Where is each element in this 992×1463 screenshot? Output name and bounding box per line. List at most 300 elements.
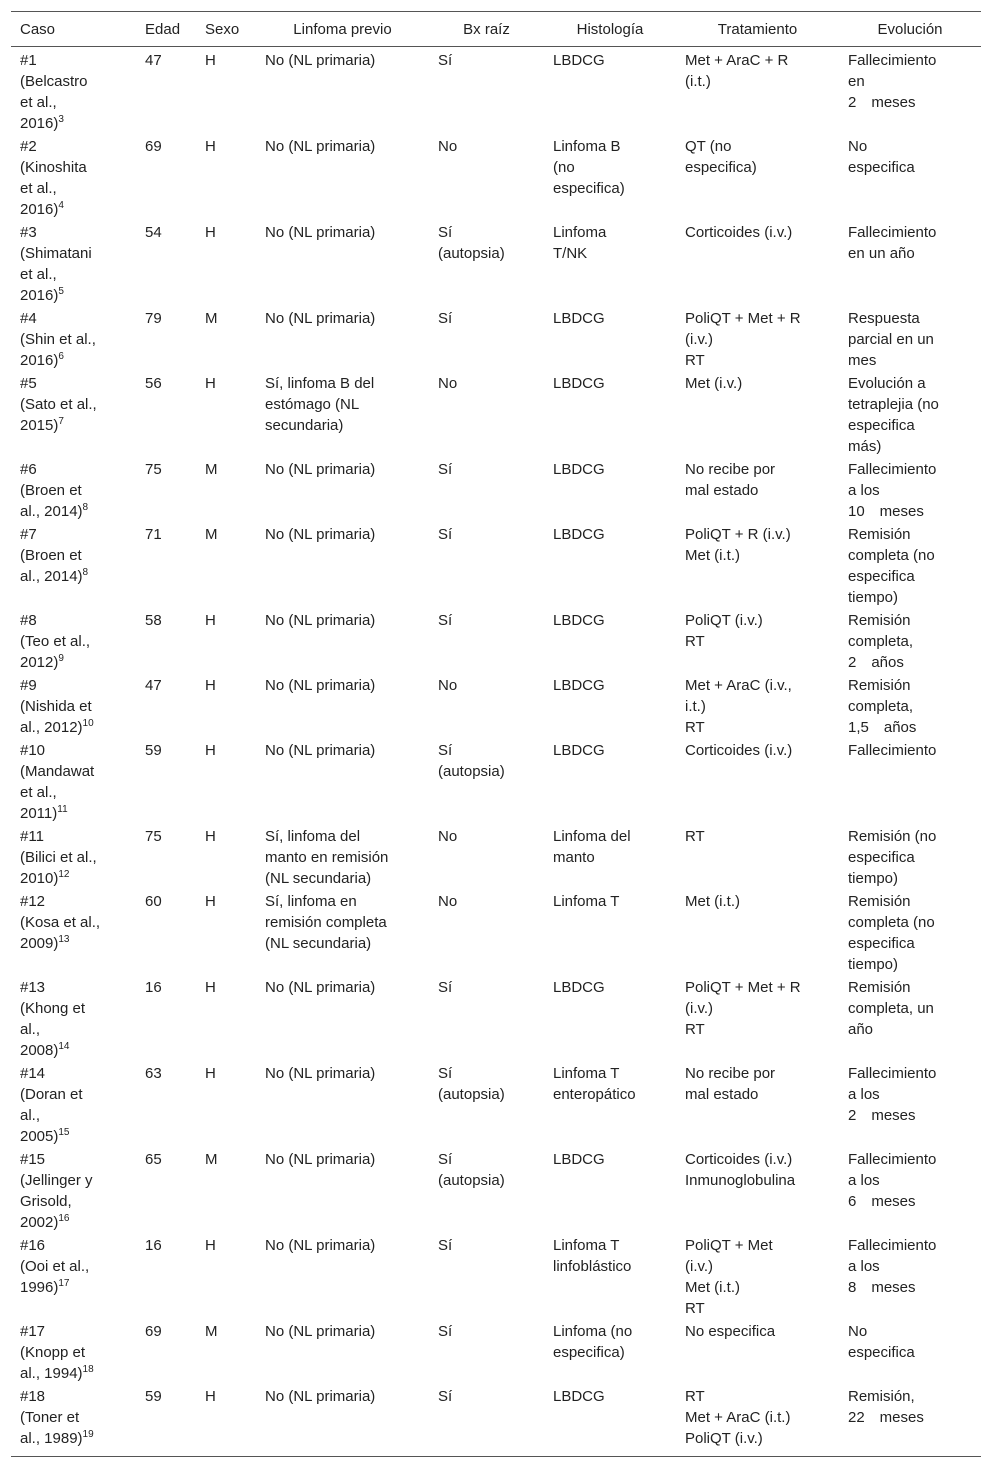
cell-tratamiento <box>676 674 839 739</box>
cell-tratamiento-line: Met (i.t.) <box>685 547 740 564</box>
cell-sexo-line: M <box>205 1323 218 1340</box>
cell-linfoma-previo <box>256 1234 429 1320</box>
cell-caso-line: (Shimatani <box>20 245 92 262</box>
cell-bx-raiz-line: Sí <box>438 742 453 759</box>
cell-edad-line: 75 <box>145 461 162 478</box>
cell-linfoma-previo-line: estómago (NL <box>265 396 360 413</box>
header-edad: Edad <box>145 21 181 38</box>
cell-edad-line: 71 <box>145 526 162 543</box>
cell-evolucion <box>839 1148 981 1234</box>
cell-edad <box>136 976 196 1062</box>
cell-evolucion-line: completa, un <box>848 1000 934 1017</box>
cell-edad <box>136 609 196 674</box>
cell-linfoma-previo <box>256 1320 429 1385</box>
table-row <box>11 47 981 136</box>
cell-sexo <box>196 825 256 890</box>
cell-sexo <box>196 135 256 221</box>
cell-tratamiento-line: PoliQT (i.v.) <box>685 1430 763 1447</box>
cell-histologia-line: Linfoma T <box>553 1237 620 1254</box>
cell-tratamiento-line: PoliQT + Met + R <box>685 310 801 327</box>
cell-bx-raiz <box>429 1148 544 1234</box>
cell-tratamiento-line: QT (no <box>685 138 732 155</box>
cell-tratamiento-line: No recibe por <box>685 461 776 478</box>
cell-bx-raiz-line: (autopsia) <box>438 1172 505 1189</box>
cell-sexo-line: M <box>205 310 218 327</box>
cell-caso <box>11 1385 136 1457</box>
cell-evolucion-line: Fallecimiento <box>848 461 937 478</box>
cell-evolucion <box>839 47 981 136</box>
cell-linfoma-previo <box>256 1062 429 1148</box>
cell-bx-raiz <box>429 1385 544 1457</box>
cell-caso-line: (Broen et <box>20 482 82 499</box>
cell-tratamiento-line: RT <box>685 633 705 650</box>
cell-evolucion-line: Fallecimiento <box>848 742 937 759</box>
cell-linfoma-previo <box>256 609 429 674</box>
cell-bx-raiz <box>429 674 544 739</box>
cell-caso-line: 2005)$^{15}$ <box>20 1127 70 1145</box>
cell-evolucion-line: tiempo) <box>848 870 899 887</box>
reference-number: 16 <box>58 1213 70 1224</box>
cell-caso-line: (Khong et <box>20 1000 86 1017</box>
table-row <box>11 523 981 609</box>
cell-caso <box>11 739 136 825</box>
cell-tratamiento <box>676 47 839 136</box>
cell-evolucion-line: tiempo) <box>848 956 899 973</box>
cell-caso-line: al., 1994)$^{18}$ <box>20 1364 94 1382</box>
cell-tratamiento-line: Met (i.v.) <box>685 375 743 392</box>
cell-bx-raiz <box>429 307 544 372</box>
cell-sexo-line: H <box>205 1065 216 1082</box>
cell-caso-line: et al., <box>20 266 57 283</box>
cell-linfoma-previo <box>256 1385 429 1457</box>
cell-edad-line: 16 <box>145 979 162 996</box>
cell-evolucion-line: especifica <box>848 935 915 952</box>
cell-histologia-line: LBDCG <box>553 612 605 629</box>
cell-evolucion-line: especifica <box>848 417 915 434</box>
cell-evolucion-line: a los <box>848 1086 880 1103</box>
cell-evolucion-line: tiempo) <box>848 589 899 606</box>
cell-edad <box>136 1234 196 1320</box>
cell-edad <box>136 458 196 523</box>
cell-histologia-line: LBDCG <box>553 526 605 543</box>
cell-bx-raiz-line: Sí <box>438 526 453 543</box>
cell-sexo-line: M <box>205 526 218 543</box>
cell-bx-raiz-line: Sí <box>438 224 453 241</box>
cell-evolucion <box>839 739 981 825</box>
cell-histologia-line: LBDCG <box>553 52 605 69</box>
cell-edad-line: 47 <box>145 52 162 69</box>
cell-bx-raiz-line: Sí <box>438 52 453 69</box>
cell-bx-raiz-line: Sí <box>438 461 453 478</box>
cell-caso-line: 2016)$^5$ <box>20 286 64 304</box>
cell-caso-line: al., <box>20 1107 41 1124</box>
cell-sexo <box>196 739 256 825</box>
cell-edad <box>136 523 196 609</box>
cell-tratamiento <box>676 458 839 523</box>
cell-linfoma-previo <box>256 458 429 523</box>
cell-caso-line: #12 <box>20 893 46 910</box>
table-row <box>11 739 981 825</box>
cell-caso-line: 2002)$^{16}$ <box>20 1213 70 1231</box>
cell-caso-line: #7 <box>20 526 37 543</box>
table-row <box>11 1148 981 1234</box>
cell-evolucion-line: Fallecimiento <box>848 1237 937 1254</box>
cell-caso <box>11 47 136 136</box>
cell-caso-line: #2 <box>20 138 37 155</box>
cell-linfoma-previo <box>256 1148 429 1234</box>
cell-sexo <box>196 1062 256 1148</box>
cell-histologia-line: Linfoma T <box>553 893 620 910</box>
cell-caso-line: 2012)$^9$ <box>20 653 64 671</box>
cell-caso-line: #5 <box>20 375 37 392</box>
cell-caso <box>11 1148 136 1234</box>
cell-evolucion <box>839 1320 981 1385</box>
cell-evolucion <box>839 674 981 739</box>
cell-evolucion-line: tetraplejia (no <box>848 396 939 413</box>
cell-bx-raiz <box>429 1320 544 1385</box>
cell-evolucion-line: completa (no <box>848 914 935 931</box>
cell-histologia <box>544 674 676 739</box>
cell-bx-raiz <box>429 458 544 523</box>
cell-histologia-line: especifica) <box>553 1344 625 1361</box>
table-row <box>11 372 981 458</box>
cell-caso-line: #6 <box>20 461 37 478</box>
cell-evolucion <box>839 372 981 458</box>
header-caso: Caso <box>20 21 56 38</box>
cell-caso-line: (Broen et <box>20 547 82 564</box>
cell-tratamiento-line: (i.v.) <box>685 1258 714 1275</box>
cell-caso-line: #4 <box>20 310 37 327</box>
cell-caso-line: #13 <box>20 979 46 996</box>
table-row <box>11 674 981 739</box>
cell-evolucion-line: Fallecimiento <box>848 1151 937 1168</box>
cell-caso-line: #14 <box>20 1065 46 1082</box>
header-evolucion: Evolución <box>877 21 943 38</box>
cell-caso <box>11 458 136 523</box>
cell-linfoma-previo <box>256 221 429 307</box>
cell-linfoma-previo <box>256 976 429 1062</box>
cell-tratamiento <box>676 976 839 1062</box>
cell-caso-line: (Mandawat <box>20 763 95 780</box>
cell-bx-raiz <box>429 135 544 221</box>
cell-sexo <box>196 976 256 1062</box>
cell-linfoma-previo-line: Sí, linfoma en <box>265 893 357 910</box>
cell-sexo-line: H <box>205 224 216 241</box>
cell-caso-line: (Doran et <box>20 1086 83 1103</box>
cell-caso-line: #1 <box>20 52 37 69</box>
cell-linfoma-previo-line: Sí, linfoma B del <box>265 375 375 392</box>
table-row <box>11 1320 981 1385</box>
cell-caso-line: #18 <box>20 1388 46 1405</box>
cell-edad <box>136 825 196 890</box>
cell-caso-line: 2016)$^3$ <box>20 114 64 132</box>
cell-sexo <box>196 458 256 523</box>
cell-evolucion-line: Remisión, <box>848 1388 915 1405</box>
cell-bx-raiz <box>429 609 544 674</box>
cell-sexo-line: H <box>205 612 216 629</box>
cell-evolucion-line: 8 meses <box>848 1279 916 1296</box>
cell-histologia <box>544 307 676 372</box>
cell-evolucion-line: a los <box>848 482 880 499</box>
cell-edad <box>136 739 196 825</box>
cell-tratamiento-line: Met (i.t.) <box>685 1279 740 1296</box>
cell-tratamiento-line: mal estado <box>685 1086 759 1103</box>
cell-bx-raiz <box>429 825 544 890</box>
cell-edad <box>136 1148 196 1234</box>
cell-histologia <box>544 372 676 458</box>
cell-linfoma-previo <box>256 307 429 372</box>
cell-linfoma-previo <box>256 135 429 221</box>
cell-edad-line: 59 <box>145 742 162 759</box>
cell-evolucion-line: Remisión <box>848 893 911 910</box>
cell-histologia <box>544 523 676 609</box>
cell-histologia <box>544 1148 676 1234</box>
cell-bx-raiz-line: Sí <box>438 1323 453 1340</box>
cell-caso-line: (Jellinger y <box>20 1172 93 1189</box>
cell-sexo-line: M <box>205 1151 218 1168</box>
cell-bx-raiz-line: (autopsia) <box>438 245 505 262</box>
cell-caso-line: al., 1989)$^{19}$ <box>20 1429 94 1447</box>
cell-sexo <box>196 1148 256 1234</box>
cell-linfoma-previo <box>256 47 429 136</box>
cell-linfoma-previo-line: No (NL primaria) <box>265 526 376 543</box>
cell-caso-line: (Shin et al., <box>20 331 96 348</box>
cell-tratamiento-line: PoliQT + R (i.v.) <box>685 526 791 543</box>
table-body <box>11 47 981 1457</box>
cell-histologia <box>544 1385 676 1457</box>
cell-tratamiento-line: Inmunoglobulina <box>685 1172 796 1189</box>
cell-caso-line: Grisold, <box>20 1193 72 1210</box>
cell-evolucion-line: Remisión <box>848 612 911 629</box>
cell-caso-line: 2010)$^{12}$ <box>20 869 70 887</box>
cell-caso <box>11 307 136 372</box>
cell-tratamiento <box>676 1148 839 1234</box>
cell-sexo <box>196 890 256 976</box>
cell-tratamiento <box>676 372 839 458</box>
cell-sexo <box>196 674 256 739</box>
cell-bx-raiz <box>429 1234 544 1320</box>
cell-evolucion-line: 2 meses <box>848 94 916 111</box>
reference-number: 5 <box>58 286 64 297</box>
cell-histologia-line: LBDCG <box>553 1151 605 1168</box>
cell-tratamiento-line: RT <box>685 352 705 369</box>
cell-evolucion-line: a los <box>848 1258 880 1275</box>
cell-tratamiento-line: Met + AraC (i.v., <box>685 677 792 694</box>
cell-caso-line: al., 2014)$^8$ <box>20 502 89 520</box>
cell-caso-line: (Sato et al., <box>20 396 97 413</box>
cell-linfoma-previo <box>256 523 429 609</box>
cell-linfoma-previo-line: No (NL primaria) <box>265 310 376 327</box>
cell-caso <box>11 890 136 976</box>
table-row <box>11 1234 981 1320</box>
cell-linfoma-previo-line: No (NL primaria) <box>265 1065 376 1082</box>
cell-sexo-line: H <box>205 52 216 69</box>
table-row <box>11 825 981 890</box>
cell-histologia-line: Linfoma B <box>553 138 621 155</box>
cell-tratamiento-line: Met + AraC + R <box>685 52 789 69</box>
cell-histologia-line: LBDCG <box>553 742 605 759</box>
reference-number: 14 <box>58 1041 70 1052</box>
cell-caso-line: 2008)$^{14}$ <box>20 1041 70 1059</box>
cell-caso-line: 2015)$^7$ <box>20 416 64 434</box>
cell-linfoma-previo-line: No (NL primaria) <box>265 677 376 694</box>
cell-edad-line: 56 <box>145 375 162 392</box>
cell-linfoma-previo-line: No (NL primaria) <box>265 742 376 759</box>
cell-edad-line: 58 <box>145 612 162 629</box>
cell-tratamiento <box>676 890 839 976</box>
cell-bx-raiz <box>429 221 544 307</box>
cell-edad-line: 65 <box>145 1151 162 1168</box>
cell-evolucion-line: mes <box>848 352 877 369</box>
cell-edad-line: 16 <box>145 1237 162 1254</box>
cell-tratamiento-line: RT <box>685 719 705 736</box>
cell-edad <box>136 221 196 307</box>
cell-caso <box>11 976 136 1062</box>
cell-evolucion <box>839 1234 981 1320</box>
cell-histologia-line: LBDCG <box>553 979 605 996</box>
cell-tratamiento-line: Corticoides (i.v.) <box>685 742 793 759</box>
cell-edad-line: 69 <box>145 138 162 155</box>
cell-edad <box>136 47 196 136</box>
cell-evolucion-line: completa, <box>848 698 914 715</box>
cell-evolucion-line: más) <box>848 438 882 455</box>
cases-table <box>11 11 981 1457</box>
cell-tratamiento-line: (i.v.) <box>685 1000 714 1017</box>
cell-linfoma-previo <box>256 674 429 739</box>
cell-linfoma-previo-line: No (NL primaria) <box>265 52 376 69</box>
cell-sexo <box>196 221 256 307</box>
cell-caso <box>11 135 136 221</box>
cell-evolucion-line: 6 meses <box>848 1193 916 1210</box>
cell-caso-line: (Toner et <box>20 1409 80 1426</box>
cell-evolucion-line: especifica <box>848 159 915 176</box>
cell-caso-line: al., 2014)$^8$ <box>20 567 89 585</box>
cell-evolucion-line: completa (no <box>848 547 935 564</box>
cell-sexo <box>196 47 256 136</box>
cell-evolucion-line: Remisión <box>848 979 911 996</box>
cell-tratamiento <box>676 609 839 674</box>
cell-caso-line: et al., <box>20 180 57 197</box>
reference-number: 12 <box>58 869 70 880</box>
cell-caso-line: al., <box>20 1021 41 1038</box>
cell-bx-raiz-line: Sí <box>438 1237 453 1254</box>
cell-evolucion-line: año <box>848 1021 874 1038</box>
cell-tratamiento <box>676 739 839 825</box>
cell-histologia-line: LBDCG <box>553 461 605 478</box>
cell-evolucion-line: Remisión <box>848 677 911 694</box>
header-row <box>11 12 981 47</box>
table-row <box>11 1385 981 1457</box>
cell-histologia-line: Linfoma <box>553 224 607 241</box>
cell-caso-line: #3 <box>20 224 37 241</box>
cell-caso-line: al., 2012)$^{10}$ <box>20 718 94 736</box>
cell-sexo-line: M <box>205 461 218 478</box>
cell-histologia <box>544 890 676 976</box>
cell-caso-line: #8 <box>20 612 37 629</box>
cell-caso-line: #10 <box>20 742 46 759</box>
table-row <box>11 1062 981 1148</box>
cell-caso <box>11 825 136 890</box>
cell-caso-line: 1996)$^{17}$ <box>20 1278 70 1296</box>
cell-caso-line: 2016)$^6$ <box>20 351 64 369</box>
cell-histologia-line: linfoblástico <box>553 1258 632 1275</box>
cell-edad-line: 69 <box>145 1323 162 1340</box>
cell-tratamiento <box>676 1062 839 1148</box>
cell-edad-line: 54 <box>145 224 162 241</box>
reference-number: 7 <box>58 416 64 427</box>
cell-sexo-line: H <box>205 742 216 759</box>
cell-tratamiento <box>676 307 839 372</box>
cell-tratamiento-line: RT <box>685 1021 705 1038</box>
cell-caso-line: (Kosa et al., <box>20 914 101 931</box>
cell-sexo <box>196 307 256 372</box>
cell-bx-raiz-line: Sí <box>438 979 453 996</box>
cell-tratamiento-line: PoliQT + Met + R <box>685 979 801 996</box>
cell-histologia-line: (no <box>553 159 575 176</box>
reference-number: 18 <box>82 1364 94 1375</box>
cell-sexo-line: H <box>205 1237 216 1254</box>
cell-tratamiento <box>676 135 839 221</box>
cell-histologia <box>544 825 676 890</box>
cell-evolucion <box>839 221 981 307</box>
cell-evolucion <box>839 1062 981 1148</box>
cell-bx-raiz-line: (autopsia) <box>438 763 505 780</box>
cell-caso <box>11 674 136 739</box>
cell-sexo-line: H <box>205 138 216 155</box>
cell-caso <box>11 523 136 609</box>
cell-edad <box>136 674 196 739</box>
cell-bx-raiz-line: Sí <box>438 1151 453 1168</box>
reference-number: 8 <box>82 567 89 578</box>
cell-evolucion <box>839 976 981 1062</box>
cell-sexo <box>196 1320 256 1385</box>
cell-evolucion-line: Respuesta <box>848 310 920 327</box>
cell-linfoma-previo-line: No (NL primaria) <box>265 979 376 996</box>
cell-evolucion-line: 1,5 años <box>848 719 917 736</box>
cell-bx-raiz-line: No <box>438 677 458 694</box>
cell-tratamiento-line: No recibe por <box>685 1065 776 1082</box>
header-bx-raiz: Bx raíz <box>463 21 510 38</box>
cell-caso-line: #9 <box>20 677 37 694</box>
cell-sexo-line: H <box>205 828 216 845</box>
cell-evolucion-line: a los <box>848 1172 880 1189</box>
cell-histologia <box>544 1320 676 1385</box>
cell-linfoma-previo-line: No (NL primaria) <box>265 1237 376 1254</box>
cell-caso-line: et al., <box>20 784 57 801</box>
reference-number: 8 <box>82 502 89 513</box>
cell-evolucion-line: en un año <box>848 245 915 262</box>
cell-evolucion-line: 10 meses <box>848 503 924 520</box>
cell-sexo-line: H <box>205 893 216 910</box>
cell-tratamiento <box>676 523 839 609</box>
cell-sexo <box>196 372 256 458</box>
cell-bx-raiz-line: No <box>438 375 458 392</box>
cell-histologia-line: Linfoma del <box>553 828 631 845</box>
reference-number: 17 <box>58 1278 70 1289</box>
cell-linfoma-previo <box>256 739 429 825</box>
table-row <box>11 890 981 976</box>
cell-linfoma-previo-line: Sí, linfoma del <box>265 828 361 845</box>
cell-caso <box>11 221 136 307</box>
cell-sexo-line: H <box>205 677 216 694</box>
cell-tratamiento-line: Met (i.t.) <box>685 893 740 910</box>
cell-evolucion-line: Fallecimiento <box>848 1065 937 1082</box>
cell-edad-line: 63 <box>145 1065 162 1082</box>
cell-tratamiento <box>676 1234 839 1320</box>
header-sexo: Sexo <box>205 21 240 38</box>
cell-caso-line: #16 <box>20 1237 46 1254</box>
cell-histologia-line: especifica) <box>553 180 625 197</box>
